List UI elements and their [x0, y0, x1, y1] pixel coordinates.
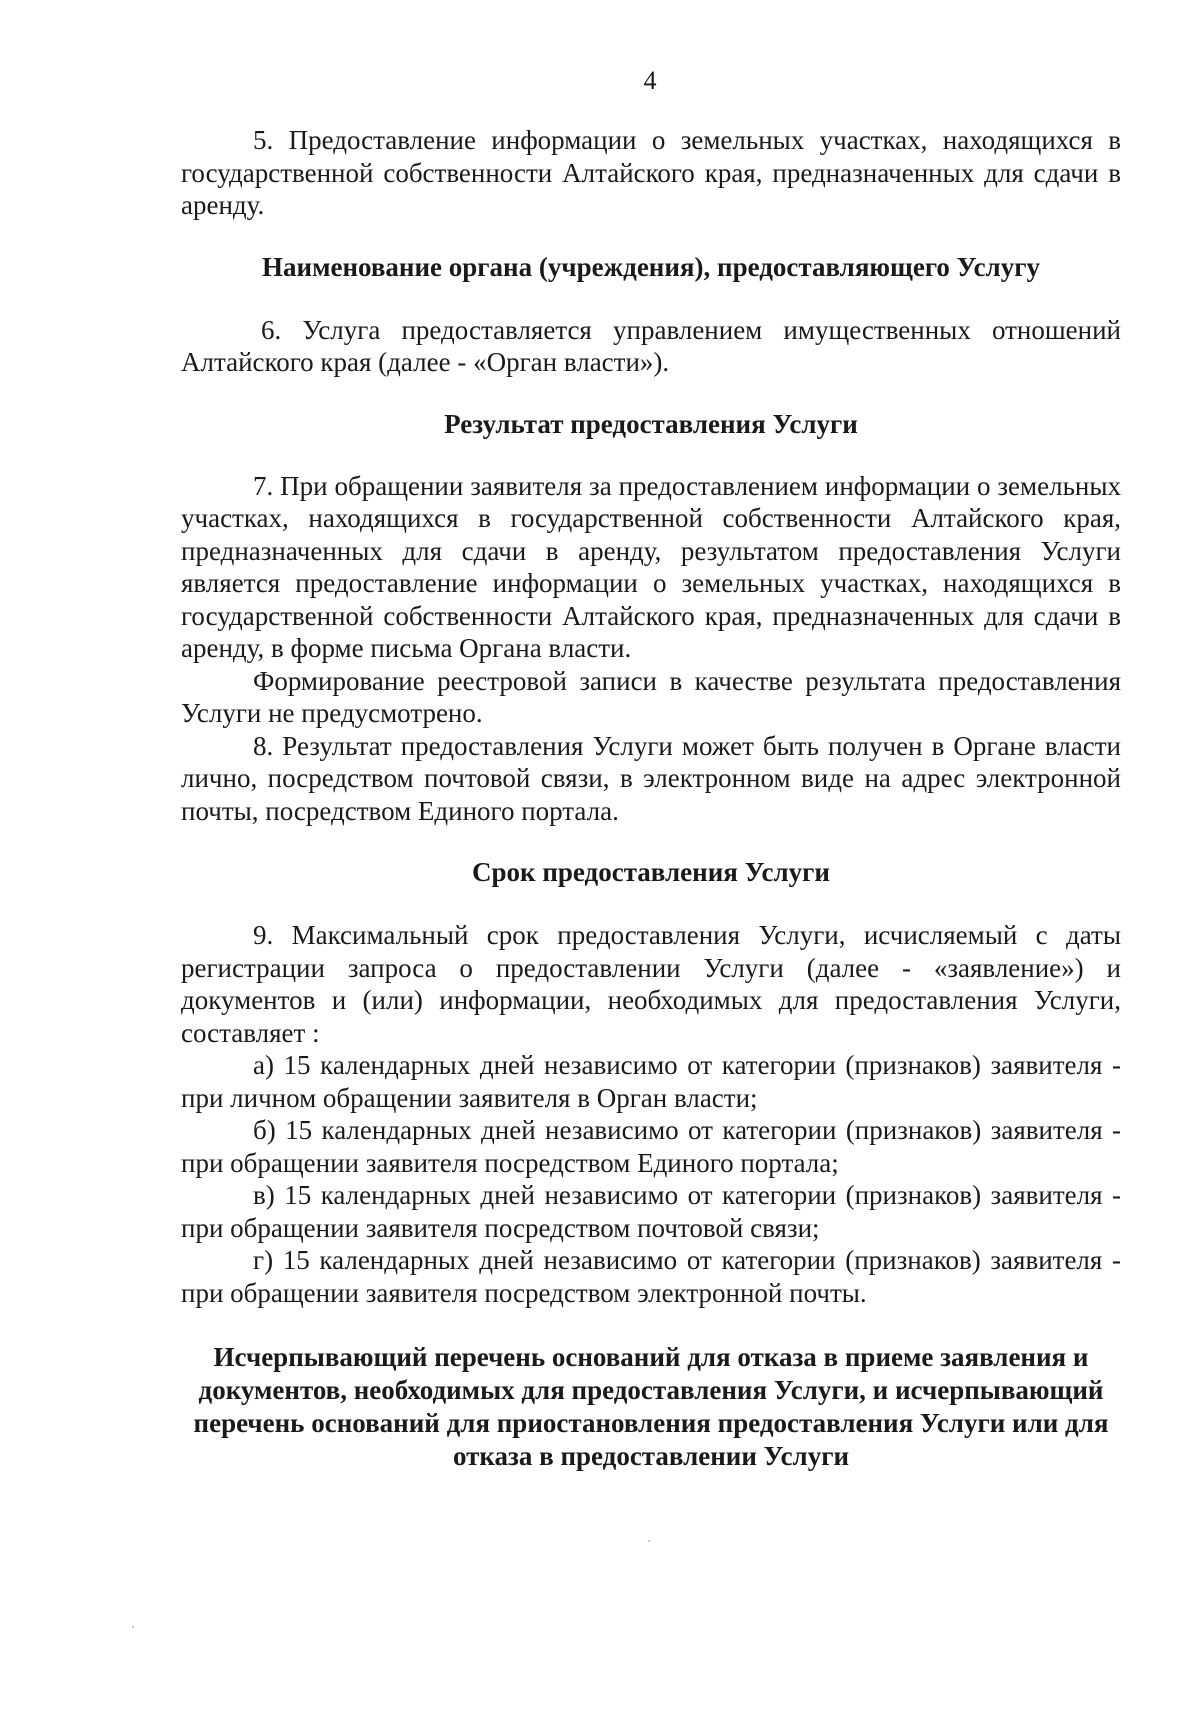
scan-speck	[648, 1540, 650, 1542]
paragraph-7-registry: Формирование реестровой записи в качестве результата предоставления Услуги не предусмотрено.	[181, 665, 1121, 728]
paragraph-7: 7. При обращении заявителя за предоставлением информации о земельных участках, находящихся в государственной собственности Алтайского края, предназначенных для сдачи в аренду, результатом предоставления Услуги является предоставление информации о земельных участках, находящихся в государственной собственности Алтайского края, предназначенных для сдачи в аренду, в форме письма Органа власти.	[181, 470, 1121, 663]
paragraph-5: 5. Предоставление информации о земельных участках, находящихся в государственной собственности Алтайского края, предназначенных для сдачи в аренду.	[181, 125, 1121, 220]
paragraph-9d: г) 15 календарных дней независимо от категории (признаков) заявителя - при обращении заявителя посредством электронной почты.	[181, 1245, 1121, 1308]
paragraph-9: 9. Максимальный срок предоставления Услуги, исчисляемый с даты регистрации запроса о предоставлении Услуги (далее - «заявление») и документов и (или) информации, необходимых для предоставления Услуги, составляет :	[181, 920, 1121, 1048]
page-number: 4	[643, 66, 657, 95]
paragraph-9b: б) 15 календарных дней независимо от категории (признаков) заявителя - при обращении заявителя посредством Единого портала;	[181, 1115, 1121, 1178]
heading-refusal-grounds: Исчерпывающий перечень оснований для отказа в приеме заявления и документов, необходимых для предоставления Услуги, и исчерпывающий перечень оснований для приостановления предоставления Услуги или для отказа в предоставлении Услуги	[193, 1342, 1109, 1471]
heading-service-result: Результат предоставления Услуги	[444, 408, 858, 439]
heading-service-term: Срок предоставления Услуги	[472, 857, 830, 887]
heading-service-provider: Наименование органа (учреждения), предоставляющего Услугу	[262, 251, 1040, 282]
document-body	[181, 124, 1121, 1473]
paragraph-9a: а) 15 календарных дней независимо от категории (признаков) заявителя - при личном обращении заявителя в Орган власти;	[181, 1050, 1121, 1113]
scan-speck	[132, 1626, 134, 1628]
paragraph-6: 6. Услуга предоставляется управлением имущественных отношений Алтайского края (далее - «Орган власти»).	[181, 314, 1121, 377]
paragraph-9c: в) 15 календарных дней независимо от категории (признаков) заявителя - при обращении заявителя посредством почтовой связи;	[181, 1180, 1121, 1243]
paragraph-8: 8. Результат предоставления Услуги может быть получен в Органе власти лично, посредством почтовой связи, в электронном виде на адрес электронной почты, посредством Единого портала.	[181, 730, 1121, 826]
